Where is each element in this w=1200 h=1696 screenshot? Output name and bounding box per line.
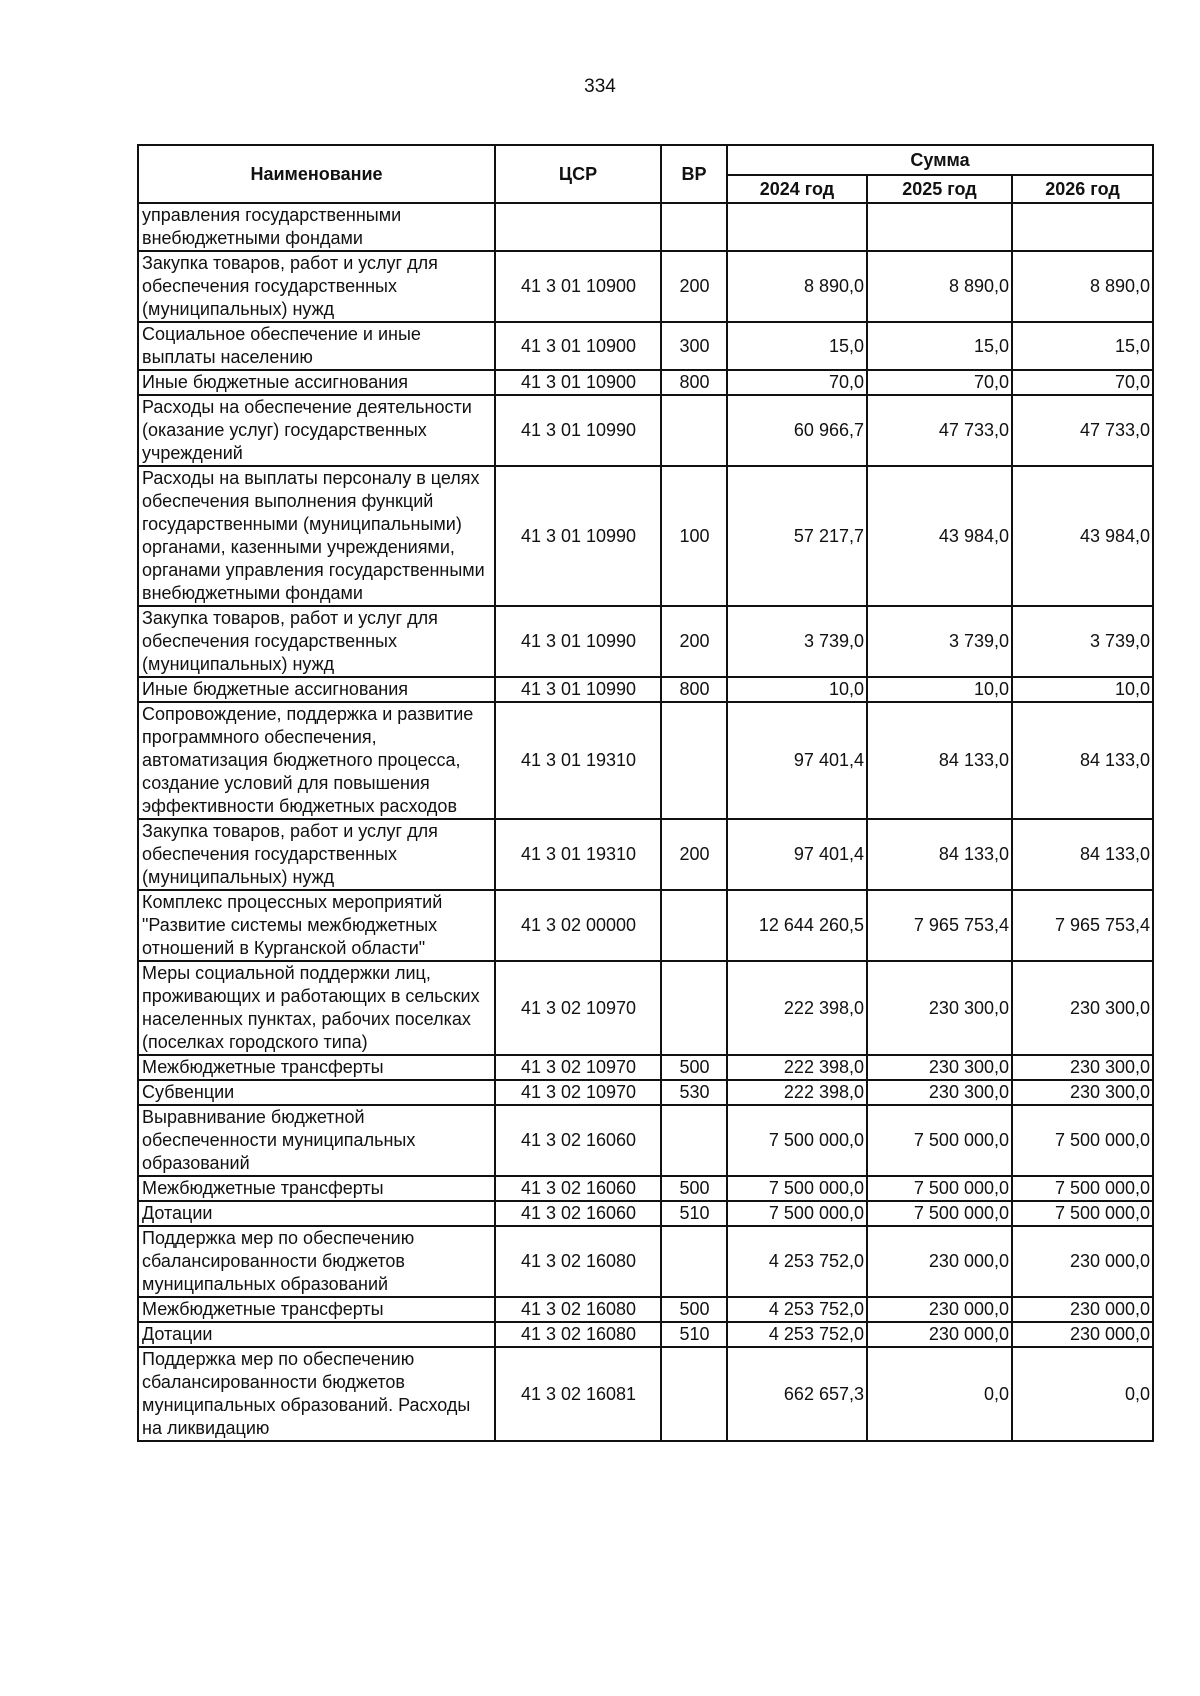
table-row <box>138 203 1153 251</box>
table-row <box>138 395 1153 466</box>
cell-2025: 84 133,0 <box>867 819 1012 890</box>
table-row <box>138 370 1153 395</box>
table-row <box>138 1055 1153 1080</box>
cell-2024: 4 253 752,0 <box>727 1226 867 1297</box>
cell-vr: 200 <box>661 606 727 677</box>
table-row <box>138 1176 1153 1201</box>
cell-csr: 41 3 02 00000 <box>495 890 661 961</box>
cell-name: Межбюджетные трансферты <box>138 1055 495 1080</box>
cell-2025: 7 500 000,0 <box>867 1105 1012 1176</box>
cell-csr: 41 3 01 10900 <box>495 251 661 322</box>
cell-csr <box>495 203 661 251</box>
cell-name: Иные бюджетные ассигнования <box>138 677 495 702</box>
cell-csr: 41 3 02 16060 <box>495 1176 661 1201</box>
cell-2026: 43 984,0 <box>1012 466 1153 606</box>
table-row <box>138 961 1153 1055</box>
table-row <box>138 1322 1153 1347</box>
cell-2024: 12 644 260,5 <box>727 890 867 961</box>
cell-name: Дотации <box>138 1322 495 1347</box>
table-row <box>138 606 1153 677</box>
cell-2025: 8 890,0 <box>867 251 1012 322</box>
cell-2024: 70,0 <box>727 370 867 395</box>
cell-csr: 41 3 02 16080 <box>495 1322 661 1347</box>
cell-2026: 7 500 000,0 <box>1012 1105 1153 1176</box>
cell-csr: 41 3 02 16081 <box>495 1347 661 1441</box>
budget-table <box>137 144 1154 1442</box>
cell-name: Комплекс процессных мероприятий "Развитие системы межбюджетных отношений в Курганской области" <box>138 890 495 961</box>
table-body <box>138 203 1153 1441</box>
cell-name: Субвенции <box>138 1080 495 1105</box>
table-row <box>138 890 1153 961</box>
cell-vr <box>661 1226 727 1297</box>
cell-csr: 41 3 02 10970 <box>495 961 661 1055</box>
cell-2025: 230 000,0 <box>867 1297 1012 1322</box>
cell-2024 <box>727 203 867 251</box>
header-vr: ВР <box>661 145 727 203</box>
cell-2024: 3 739,0 <box>727 606 867 677</box>
cell-2025: 230 000,0 <box>867 1322 1012 1347</box>
cell-2026: 70,0 <box>1012 370 1153 395</box>
cell-2026: 7 965 753,4 <box>1012 890 1153 961</box>
cell-vr: 800 <box>661 370 727 395</box>
cell-vr <box>661 1347 727 1441</box>
cell-csr: 41 3 01 10900 <box>495 370 661 395</box>
header-csr: ЦСР <box>495 145 661 203</box>
cell-name: Поддержка мер по обеспечению сбалансированности бюджетов муниципальных образований. Расходы на ликвидацию <box>138 1347 495 1441</box>
cell-vr: 200 <box>661 819 727 890</box>
cell-2024: 222 398,0 <box>727 1055 867 1080</box>
cell-vr <box>661 890 727 961</box>
header-name: Наименование <box>138 145 495 203</box>
cell-2026: 7 500 000,0 <box>1012 1176 1153 1201</box>
cell-name: Закупка товаров, работ и услуг для обеспечения государственных (муниципальных) нужд <box>138 251 495 322</box>
table-header <box>138 145 1153 203</box>
cell-2026: 15,0 <box>1012 322 1153 370</box>
cell-vr <box>661 961 727 1055</box>
cell-2025: 7 965 753,4 <box>867 890 1012 961</box>
table-row <box>138 322 1153 370</box>
cell-2025: 43 984,0 <box>867 466 1012 606</box>
table-row <box>138 819 1153 890</box>
header-year-2024: 2024 год <box>727 175 867 203</box>
cell-csr: 41 3 02 16060 <box>495 1201 661 1226</box>
cell-csr: 41 3 02 10970 <box>495 1055 661 1080</box>
cell-vr: 500 <box>661 1176 727 1201</box>
cell-name: Расходы на выплаты персоналу в целях обеспечения выполнения функций государственными (муниципальными) органами, казенными учреждениями, органами управления государственными внебюджетными фондами <box>138 466 495 606</box>
cell-2026: 3 739,0 <box>1012 606 1153 677</box>
cell-2025: 7 500 000,0 <box>867 1176 1012 1201</box>
table-row <box>138 1201 1153 1226</box>
cell-vr: 510 <box>661 1322 727 1347</box>
table-row <box>138 702 1153 819</box>
cell-vr <box>661 1105 727 1176</box>
cell-2025: 230 300,0 <box>867 961 1012 1055</box>
cell-vr: 530 <box>661 1080 727 1105</box>
cell-2026: 230 300,0 <box>1012 961 1153 1055</box>
cell-name: Иные бюджетные ассигнования <box>138 370 495 395</box>
cell-2026: 230 000,0 <box>1012 1297 1153 1322</box>
cell-2024: 7 500 000,0 <box>727 1176 867 1201</box>
cell-2026: 230 000,0 <box>1012 1322 1153 1347</box>
cell-csr: 41 3 01 10900 <box>495 322 661 370</box>
cell-2024: 97 401,4 <box>727 819 867 890</box>
cell-2024: 97 401,4 <box>727 702 867 819</box>
cell-2025: 10,0 <box>867 677 1012 702</box>
cell-2025 <box>867 203 1012 251</box>
cell-2025: 230 300,0 <box>867 1055 1012 1080</box>
table-row <box>138 677 1153 702</box>
cell-name: Сопровождение, поддержка и развитие программного обеспечения, автоматизация бюджетного процесса, создание условий для повышения эффективности бюджетных расходов <box>138 702 495 819</box>
table-row <box>138 1105 1153 1176</box>
cell-name: Поддержка мер по обеспечению сбалансированности бюджетов муниципальных образований <box>138 1226 495 1297</box>
cell-vr <box>661 203 727 251</box>
cell-2026: 7 500 000,0 <box>1012 1201 1153 1226</box>
table-row <box>138 251 1153 322</box>
cell-2026: 84 133,0 <box>1012 702 1153 819</box>
cell-name: Закупка товаров, работ и услуг для обеспечения государственных (муниципальных) нужд <box>138 606 495 677</box>
table-row <box>138 1080 1153 1105</box>
cell-2026: 84 133,0 <box>1012 819 1153 890</box>
cell-2026 <box>1012 203 1153 251</box>
cell-2025: 230 300,0 <box>867 1080 1012 1105</box>
cell-2024: 222 398,0 <box>727 1080 867 1105</box>
cell-2025: 47 733,0 <box>867 395 1012 466</box>
cell-name: Межбюджетные трансферты <box>138 1297 495 1322</box>
cell-vr <box>661 702 727 819</box>
cell-name: Закупка товаров, работ и услуг для обеспечения государственных (муниципальных) нужд <box>138 819 495 890</box>
cell-2026: 8 890,0 <box>1012 251 1153 322</box>
header-year-2026: 2026 год <box>1012 175 1153 203</box>
cell-csr: 41 3 02 16060 <box>495 1105 661 1176</box>
cell-2026: 230 300,0 <box>1012 1080 1153 1105</box>
cell-vr: 200 <box>661 251 727 322</box>
cell-2024: 8 890,0 <box>727 251 867 322</box>
cell-2025: 84 133,0 <box>867 702 1012 819</box>
cell-vr: 800 <box>661 677 727 702</box>
cell-2024: 662 657,3 <box>727 1347 867 1441</box>
cell-vr: 510 <box>661 1201 727 1226</box>
table-row <box>138 1297 1153 1322</box>
cell-2024: 4 253 752,0 <box>727 1297 867 1322</box>
cell-name: управления государственными внебюджетными фондами <box>138 203 495 251</box>
cell-2025: 0,0 <box>867 1347 1012 1441</box>
cell-2026: 47 733,0 <box>1012 395 1153 466</box>
cell-2026: 230 300,0 <box>1012 1055 1153 1080</box>
cell-2025: 15,0 <box>867 322 1012 370</box>
cell-vr: 500 <box>661 1055 727 1080</box>
cell-csr: 41 3 02 10970 <box>495 1080 661 1105</box>
cell-csr: 41 3 01 10990 <box>495 606 661 677</box>
cell-vr <box>661 395 727 466</box>
cell-name: Выравнивание бюджетной обеспеченности муниципальных образований <box>138 1105 495 1176</box>
cell-2024: 60 966,7 <box>727 395 867 466</box>
cell-csr: 41 3 02 16080 <box>495 1297 661 1322</box>
header-sum: Сумма <box>727 145 1153 175</box>
cell-2025: 7 500 000,0 <box>867 1201 1012 1226</box>
cell-name: Межбюджетные трансферты <box>138 1176 495 1201</box>
header-year-2025: 2025 год <box>867 175 1012 203</box>
cell-name: Дотации <box>138 1201 495 1226</box>
table-row <box>138 1226 1153 1297</box>
cell-name: Расходы на обеспечение деятельности (оказание услуг) государственных учреждений <box>138 395 495 466</box>
cell-name: Меры социальной поддержки лиц, проживающих и работающих в сельских населенных пунктах, рабочих поселках (поселках городского типа) <box>138 961 495 1055</box>
cell-2024: 7 500 000,0 <box>727 1201 867 1226</box>
cell-csr: 41 3 01 10990 <box>495 395 661 466</box>
cell-2024: 222 398,0 <box>727 961 867 1055</box>
cell-csr: 41 3 02 16080 <box>495 1226 661 1297</box>
cell-csr: 41 3 01 19310 <box>495 819 661 890</box>
cell-2024: 15,0 <box>727 322 867 370</box>
cell-2025: 3 739,0 <box>867 606 1012 677</box>
cell-2026: 10,0 <box>1012 677 1153 702</box>
cell-2026: 0,0 <box>1012 1347 1153 1441</box>
cell-2026: 230 000,0 <box>1012 1226 1153 1297</box>
cell-2024: 57 217,7 <box>727 466 867 606</box>
cell-vr: 100 <box>661 466 727 606</box>
cell-2024: 4 253 752,0 <box>727 1322 867 1347</box>
cell-2024: 7 500 000,0 <box>727 1105 867 1176</box>
cell-name: Социальное обеспечение и иные выплаты населению <box>138 322 495 370</box>
cell-2025: 70,0 <box>867 370 1012 395</box>
page-number: 334 <box>584 76 616 97</box>
table-row <box>138 1347 1153 1441</box>
cell-2025: 230 000,0 <box>867 1226 1012 1297</box>
cell-csr: 41 3 01 19310 <box>495 702 661 819</box>
cell-vr: 500 <box>661 1297 727 1322</box>
cell-csr: 41 3 01 10990 <box>495 466 661 606</box>
cell-2024: 10,0 <box>727 677 867 702</box>
table-row <box>138 466 1153 606</box>
cell-vr: 300 <box>661 322 727 370</box>
cell-csr: 41 3 01 10990 <box>495 677 661 702</box>
